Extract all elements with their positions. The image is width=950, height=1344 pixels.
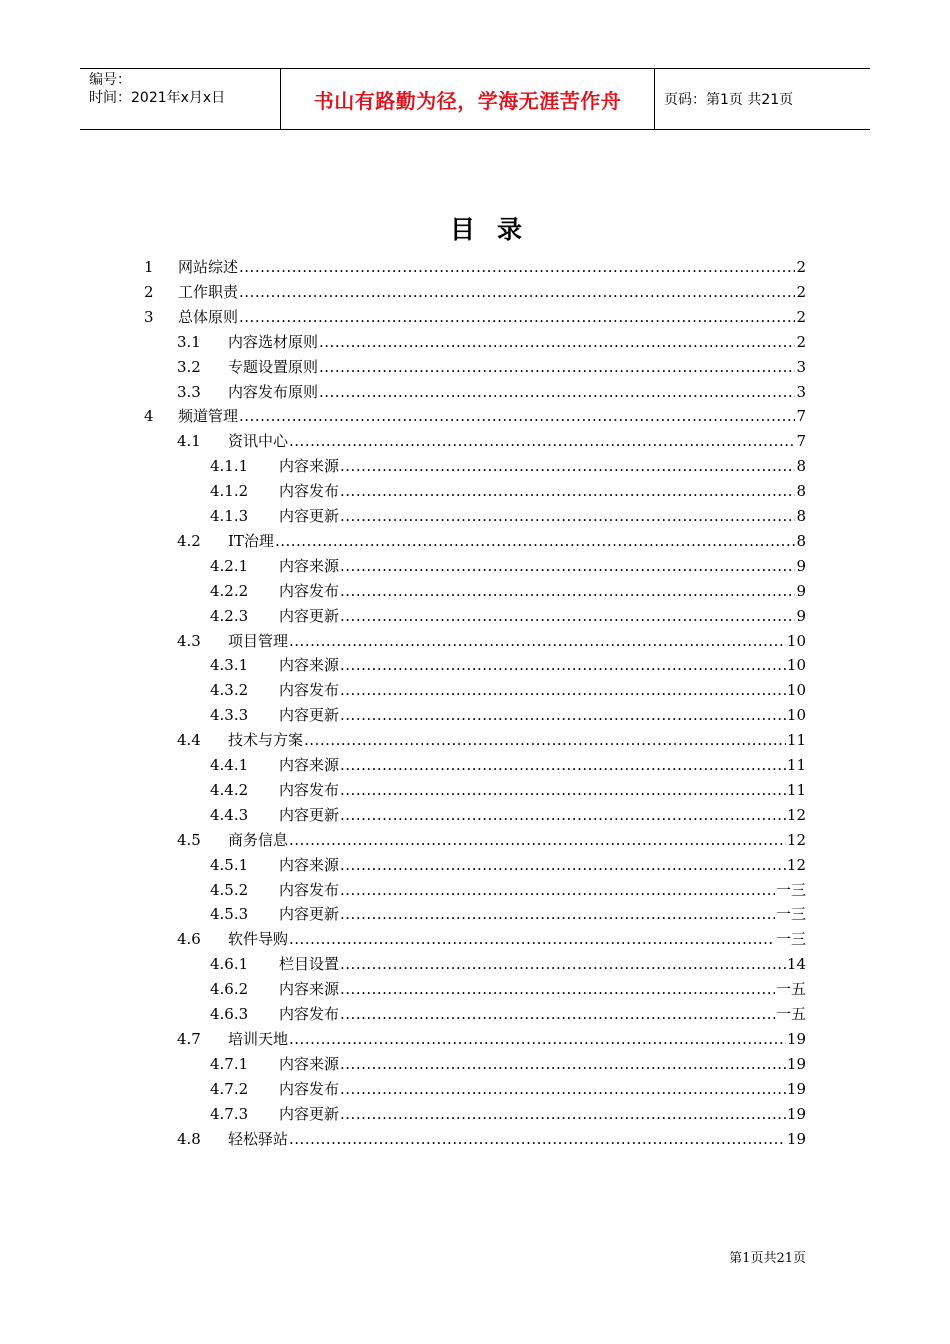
toc-entry-title: 培训天地 bbox=[228, 1029, 289, 1048]
toc-entry-number: 3 bbox=[144, 307, 154, 326]
toc-entry-title: 内容发布 bbox=[279, 1005, 340, 1023]
toc-entry-title: 轻松驿站 bbox=[228, 1129, 289, 1148]
toc-entry-leader bbox=[340, 479, 795, 503]
toc-entry-title: 资讯中心 bbox=[228, 432, 289, 451]
toc-entry-page: 10 bbox=[786, 656, 806, 675]
toc-entry-number: 4.3.2 bbox=[210, 681, 249, 700]
toc-entry-leader bbox=[319, 330, 795, 354]
toc-entry-page: 2 bbox=[796, 258, 806, 276]
toc-entry-number: 4 bbox=[144, 407, 154, 426]
toc-entry-leader bbox=[340, 878, 775, 902]
toc-entry[interactable] bbox=[210, 977, 806, 1001]
toc-entry[interactable] bbox=[177, 330, 806, 354]
document-time-label: 时间：2021年x月x日 bbox=[89, 90, 226, 106]
toc-entry-page: 2 bbox=[796, 332, 806, 351]
toc-entry[interactable] bbox=[210, 604, 806, 628]
toc-entry-title: 内容来源 bbox=[279, 980, 340, 999]
toc-entry-page: 一三 bbox=[775, 905, 806, 924]
toc-entry-leader bbox=[340, 803, 786, 827]
toc-entry-number: 4.6.2 bbox=[210, 980, 249, 999]
toc-entry[interactable] bbox=[177, 355, 806, 379]
toc-entry-page: 9 bbox=[796, 556, 806, 575]
toc-entry[interactable] bbox=[210, 878, 806, 902]
toc-entry[interactable] bbox=[210, 504, 806, 528]
toc-entry-leader bbox=[340, 554, 795, 578]
toc-entry-number: 3.3 bbox=[177, 382, 201, 401]
toc-entry-leader bbox=[340, 1077, 786, 1101]
toc-entry-leader bbox=[289, 1127, 786, 1151]
toc-entry[interactable] bbox=[177, 927, 806, 951]
toc-entry-leader bbox=[340, 853, 786, 877]
toc-entry[interactable] bbox=[144, 280, 806, 304]
toc-entry-number: 4.5.1 bbox=[210, 855, 249, 874]
toc-entry-number: 4.3.3 bbox=[210, 706, 249, 725]
toc-entry-leader bbox=[289, 927, 775, 951]
toc-entry-number: 3.1 bbox=[177, 332, 201, 351]
toc-entry[interactable] bbox=[210, 902, 806, 926]
toc-entry-leader bbox=[239, 280, 795, 304]
toc-entry-title: 内容更新 bbox=[279, 507, 340, 525]
toc-entry-title: 内容更新 bbox=[279, 805, 340, 824]
toc-entry-number: 4.7.3 bbox=[210, 1104, 249, 1123]
toc-entry[interactable] bbox=[210, 803, 806, 827]
toc-entry[interactable] bbox=[177, 1127, 806, 1151]
toc-entry-title: 软件导购 bbox=[228, 930, 289, 949]
toc-entry-leader bbox=[319, 380, 795, 404]
toc-entry-page: 7 bbox=[796, 432, 806, 451]
toc-entry-leader bbox=[340, 1052, 786, 1076]
toc-entry-number: 4.2.2 bbox=[210, 581, 249, 600]
toc-entry-page: 19 bbox=[786, 1054, 806, 1073]
toc-entry[interactable] bbox=[210, 653, 806, 677]
toc-entry[interactable] bbox=[144, 305, 806, 329]
toc-entry-number: 4.5 bbox=[177, 830, 201, 849]
toc-entry[interactable] bbox=[210, 678, 806, 702]
toc-entry-title: 项目管理 bbox=[228, 631, 289, 650]
toc-entry-title: 内容来源 bbox=[279, 855, 340, 874]
toc-title: 目录 bbox=[449, 215, 544, 244]
toc-entry-leader bbox=[304, 728, 786, 752]
toc-entry-page: 19 bbox=[786, 1129, 806, 1148]
page-footer: 第1页共21页 bbox=[729, 1251, 806, 1266]
toc-entry-number: 4.6.1 bbox=[210, 955, 249, 974]
toc-entry[interactable] bbox=[210, 579, 806, 603]
toc-entry-number: 4.6 bbox=[177, 930, 201, 949]
toc-entry-leader bbox=[340, 604, 795, 628]
toc-entry-leader bbox=[340, 952, 786, 976]
toc-entry[interactable] bbox=[210, 952, 806, 976]
toc-entry-page: 19 bbox=[786, 1079, 806, 1098]
toc-entry[interactable] bbox=[177, 429, 806, 453]
toc-entry[interactable] bbox=[210, 554, 806, 578]
toc-entry[interactable] bbox=[210, 454, 806, 478]
toc-entry-page: 10 bbox=[786, 706, 806, 725]
toc-entry-leader bbox=[289, 429, 795, 453]
toc-entry[interactable] bbox=[177, 728, 806, 752]
toc-entry[interactable] bbox=[177, 529, 806, 553]
toc-entry-number: 4.5.3 bbox=[210, 905, 249, 924]
toc-entry-page: 9 bbox=[796, 606, 806, 625]
toc-entry-page: 3 bbox=[796, 357, 806, 376]
toc-entry-leader bbox=[239, 305, 795, 329]
toc-entry[interactable] bbox=[210, 753, 806, 777]
toc-entry-leader bbox=[289, 629, 786, 653]
toc-entry-page: 3 bbox=[796, 382, 806, 401]
toc-entry-number: 4.3.1 bbox=[210, 656, 249, 675]
toc-entry-number: 4.5.2 bbox=[210, 880, 249, 899]
toc-entry-title: 内容发布原则 bbox=[228, 382, 319, 401]
toc-entry-page: 11 bbox=[786, 731, 806, 750]
toc-entry[interactable] bbox=[210, 778, 806, 802]
toc-entry[interactable] bbox=[210, 853, 806, 877]
toc-entry-number: 4.7 bbox=[177, 1029, 201, 1048]
toc-entry-title: 专题设置原则 bbox=[228, 357, 319, 376]
toc-entry-title: 内容更新 bbox=[279, 1104, 340, 1123]
toc-entry-title: 内容来源 bbox=[279, 457, 340, 476]
toc-entry-page: 一五 bbox=[775, 1005, 806, 1023]
toc-entry-title: 频道管理 bbox=[178, 407, 239, 426]
toc-entry-page: 8 bbox=[796, 482, 806, 501]
header-motto: 书山有路勤为径，学海无涯苦作舟 bbox=[313, 88, 622, 113]
toc-entry-title: 内容更新 bbox=[279, 706, 340, 725]
toc-entry-title: 内容选材原则 bbox=[228, 332, 319, 351]
toc-entry-number: 4.2.1 bbox=[210, 556, 249, 575]
document-number-label: 编号： bbox=[89, 72, 131, 88]
toc-entry-number: 4.4.3 bbox=[210, 805, 249, 824]
toc-entry-number: 4.4.1 bbox=[210, 756, 249, 774]
header-meta bbox=[80, 69, 281, 129]
toc-entry-number: 4.2.3 bbox=[210, 606, 249, 625]
toc-entry-title: 内容更新 bbox=[279, 905, 340, 924]
toc-entry-leader bbox=[340, 902, 775, 926]
toc-entry-title: 网站综述 bbox=[178, 258, 239, 276]
toc-entry-leader bbox=[340, 977, 775, 1001]
toc-entry-leader bbox=[340, 579, 795, 603]
toc-entry-leader bbox=[340, 454, 795, 478]
toc-entry-title: 总体原则 bbox=[178, 307, 239, 326]
toc-entry-number: 4.6.3 bbox=[210, 1005, 249, 1023]
toc-entry-number: 4.2 bbox=[177, 531, 201, 550]
toc-entry-leader bbox=[275, 529, 796, 553]
toc-entry[interactable] bbox=[144, 404, 806, 428]
toc-entry-number: 4.7.2 bbox=[210, 1079, 249, 1098]
toc-entry-title: 内容来源 bbox=[279, 756, 340, 774]
toc-entry-page: 11 bbox=[786, 756, 806, 774]
toc-entry-title: 技术与方案 bbox=[228, 731, 304, 750]
toc-entry-page: 一三 bbox=[775, 880, 806, 899]
header-page-cell bbox=[655, 69, 870, 129]
toc-entry-page: 8 bbox=[796, 531, 806, 550]
toc-entry-page: 14 bbox=[786, 955, 806, 974]
toc-entry[interactable] bbox=[210, 479, 806, 503]
toc-entry-number: 1 bbox=[144, 258, 154, 276]
toc-entry-leader bbox=[340, 1002, 775, 1026]
toc-entry-number: 3.2 bbox=[177, 357, 201, 376]
toc-entry-title: IT治理 bbox=[228, 531, 274, 550]
toc-entry-number: 4.4 bbox=[177, 731, 201, 750]
toc-entry-page: 8 bbox=[796, 457, 806, 476]
toc-entry-leader bbox=[340, 678, 786, 702]
toc-entry-title: 栏目设置 bbox=[279, 955, 340, 974]
toc-entry-leader bbox=[340, 703, 786, 727]
toc-entry-title: 内容来源 bbox=[279, 656, 340, 675]
toc-entry-leader bbox=[340, 753, 786, 777]
toc-entry[interactable] bbox=[144, 255, 806, 279]
toc-entry-leader bbox=[239, 255, 795, 279]
toc-entry-title: 内容发布 bbox=[279, 1079, 340, 1098]
toc-entry-page: 19 bbox=[786, 1104, 806, 1123]
toc-entry-number: 4.1 bbox=[177, 432, 201, 451]
toc-entry-page: 19 bbox=[786, 1029, 806, 1048]
toc-entry-number: 2 bbox=[144, 282, 154, 301]
toc-entry-number: 4.3 bbox=[177, 631, 201, 650]
page-header bbox=[80, 68, 870, 130]
toc-entry-title: 内容来源 bbox=[279, 556, 340, 575]
toc-entry-leader bbox=[289, 1027, 786, 1051]
toc-entry-page: 10 bbox=[786, 631, 806, 650]
toc-entry-leader bbox=[340, 653, 786, 677]
toc-entry-page: 12 bbox=[786, 805, 806, 824]
toc-entry-title: 内容发布 bbox=[279, 780, 340, 799]
toc-entry[interactable] bbox=[177, 629, 806, 653]
toc-entry-number: 4.7.1 bbox=[210, 1054, 249, 1073]
toc-entry-page: 12 bbox=[786, 830, 806, 849]
toc-entry[interactable] bbox=[210, 1052, 806, 1076]
toc-entry-title: 内容来源 bbox=[279, 1054, 340, 1073]
toc-entry-page: 一三 bbox=[775, 930, 806, 949]
toc-entry[interactable] bbox=[177, 380, 806, 404]
toc-entry-number: 4.1.2 bbox=[210, 482, 249, 501]
toc-entry-number: 4.4.2 bbox=[210, 780, 249, 799]
toc-entry-number: 4.1.3 bbox=[210, 507, 249, 525]
toc-entry-page: 7 bbox=[796, 407, 806, 426]
toc-entry-page: 12 bbox=[786, 855, 806, 874]
toc-entry-page: 11 bbox=[786, 780, 806, 799]
toc-entry[interactable] bbox=[177, 1027, 806, 1051]
toc-entry[interactable] bbox=[210, 703, 806, 727]
header-page-label: 页码：第1页 共21页 bbox=[664, 92, 794, 108]
toc-entry-title: 内容发布 bbox=[279, 880, 340, 899]
toc-entry-title: 工作职责 bbox=[178, 282, 239, 301]
toc-entry[interactable] bbox=[210, 1077, 806, 1101]
toc-entry-title: 内容发布 bbox=[279, 681, 340, 700]
toc-entry-title: 内容更新 bbox=[279, 606, 340, 625]
toc-entry-leader bbox=[340, 504, 795, 528]
toc-entry-page: 8 bbox=[796, 507, 806, 525]
toc-entry-number: 4.1.1 bbox=[210, 457, 249, 476]
toc-entry-leader bbox=[340, 778, 786, 802]
toc-entry-page: 9 bbox=[796, 581, 806, 600]
toc-entry-leader bbox=[289, 828, 786, 852]
toc-entry-leader bbox=[239, 404, 795, 428]
header-motto-cell bbox=[281, 69, 655, 129]
toc-entry-page: 一五 bbox=[775, 980, 806, 999]
toc-entry-leader bbox=[340, 1102, 786, 1126]
toc-entry[interactable] bbox=[210, 1102, 806, 1126]
toc-entry-page: 2 bbox=[796, 307, 806, 326]
toc-entry-page: 2 bbox=[796, 282, 806, 301]
toc-entry-page: 10 bbox=[786, 681, 806, 700]
toc-entry[interactable] bbox=[177, 828, 806, 852]
toc-entry-title: 商务信息 bbox=[228, 830, 289, 849]
toc-entry-leader bbox=[319, 355, 795, 379]
toc-entry-title: 内容发布 bbox=[279, 581, 340, 600]
toc-entry-title: 内容发布 bbox=[279, 482, 340, 501]
toc-entry[interactable] bbox=[210, 1002, 806, 1026]
toc-entry-number: 4.8 bbox=[177, 1129, 201, 1148]
